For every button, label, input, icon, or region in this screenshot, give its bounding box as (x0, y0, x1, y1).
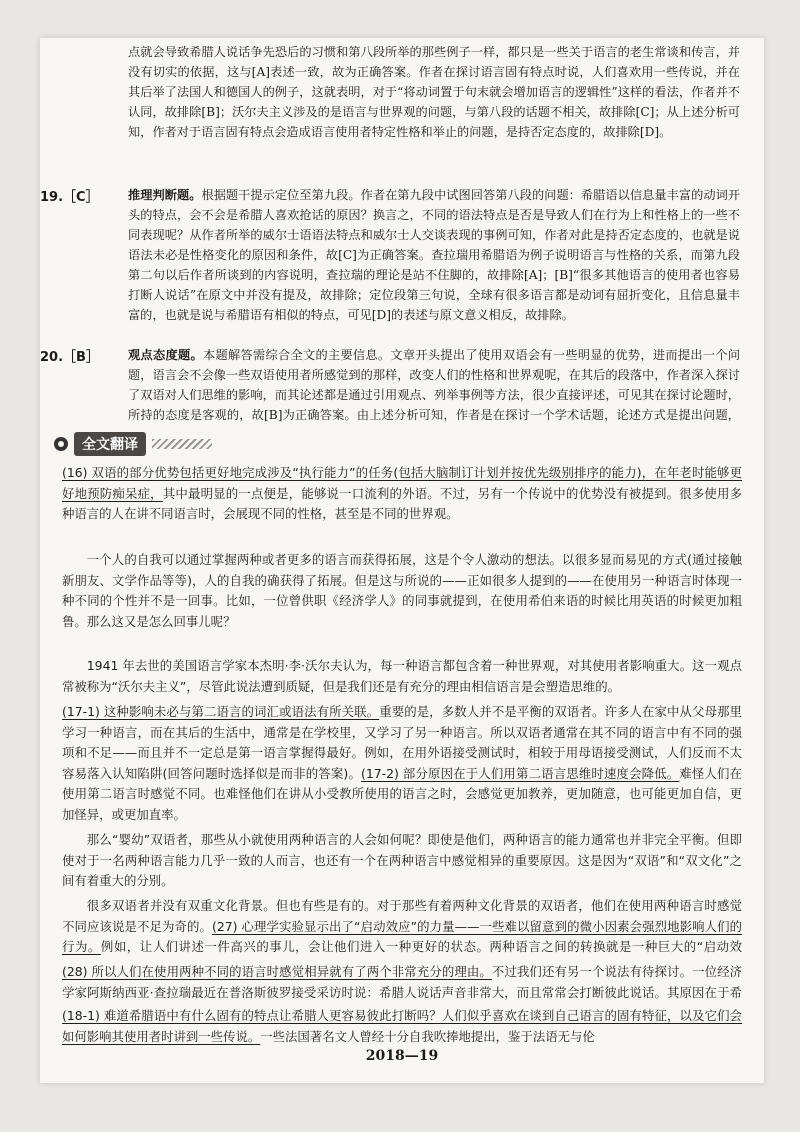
translation-paragraph-17 (62, 702, 742, 826)
page-number: 2018—19 (365, 1048, 439, 1064)
translation-paragraph-18 (62, 1006, 742, 1048)
question-19-type: 推理判断题。 (128, 188, 202, 202)
sentence-17-2: (17-2) 部分原因在于人们用第二语言思维时速度会降低。 (361, 765, 680, 781)
question-19-analysis (128, 185, 740, 347)
exam-answer-page (40, 38, 764, 1083)
paragraph-17-tail: 难怪人们在使用第二语言时感觉不同。也难怪他们在讲从小受教所使用的语言之时，会感觉更加教养，更加随意，也可能更加自信，更加怪异，或更加直率。 (62, 765, 742, 822)
translation-paragraph-28 (62, 962, 742, 1004)
paragraph-27-rest: 例如，让人们讲述一件高兴的事儿，会让他们进入一种更好的状态。两种语言之间的转换就是一种巨大的“启动效 (100, 939, 742, 954)
sentence-27: (27) 心理学实验显示出了“启动效应”的力量——一些难以留意到的微小因素会强烈地影响人们的行为。 (62, 918, 742, 954)
sentence-18-1: (18-1) 难道希腊语中有什么固有的特点让希腊人更容易彼此打断吗？人们似乎喜欢在谈到自己语言的固有特征，以及它们会如何影响其使用者时讲到一些传说。 (62, 1008, 742, 1044)
paragraph-16-rest: 其中最明显的一点便是，能够说一口流利的外语。不过，另有一个传说中的优势没有被提到。很多使用多种语言的人在讲不同语言时，会展现不同的性格，甚至是不同的世界观。 (62, 485, 742, 521)
question-19-answer: 19.［C］ (40, 190, 99, 205)
translation-paragraph-27 (62, 896, 742, 958)
sentence-16: (16) 双语的部分优势包括更好地完成涉及“执行能力”的任务(包括大脑制订计划并按优先级别排序的能力)，在年老时能够更好地预防痴呆症， (62, 465, 742, 501)
heading-decoration (152, 439, 212, 449)
question-20-analysis (128, 345, 740, 427)
question-20-type: 观点态度题。 (128, 348, 203, 362)
translation-paragraph-self: 一个人的自我可以通过掌握两种或者更多的语言而获得拓展，这是个令人激动的想法。以很多显而易见的方式(通过接触新朋友、文学作品等等)，人的自我的确获得了拓展。但是这与所说的——正如很多人提到的——在使用另一种语言时体现一种不同的个性并不是一回事。比如，一位曾供职《经济学人》的同事就提到，在使用希伯来语的时候比用英语的时候更加粗鲁。那么这又是怎么回事儿呢？ (62, 552, 742, 629)
sentence-28: (28) 所以人们在使用两种不同的语言时感觉相异就有了两个非常充分的理由。 (62, 964, 492, 979)
question-20-answer: 20.［B］ (40, 350, 99, 365)
translation-paragraph-whorf: 1941 年去世的美国语言学家本杰明·李·沃尔夫认为，每一种语言都包含着一种世界观，对其使用者影响重大。这一观点常被称为“沃尔夫主义”，尽管此说法遭到质疑，但是我们还是有充分的理由相信语言是会塑造思维的。 (62, 658, 742, 694)
heading-bullet-icon (54, 437, 68, 451)
translation-paragraph-16 (62, 463, 742, 545)
paragraph-17-text: 重要的是，多数人并不是平衡的双语者。许多人在家中从父母那里学习一种语言，而在其后的生活中，通常是在学校里，又学习了另一种语言。所以双语者通常在其不同的语言中有不同的强项和不足——而且并不一定总是第一语言掌握得最好。例如，在用外语接受测试时，相较于用母语接受测试，人们反而不太容易落入认知陷阱(回答问题时选择似是而非的答案)。 (62, 704, 742, 781)
question-19-text: 根据题干提示定位至第九段。作者在第九段中试图回答第八段的问题：希腊语以信息量丰富的动词开头的特点，会不会是希腊人喜欢抢话的原因？换言之，不同的语法特点是否是导致人们在行为上和性格上的一些不同表现呢？从作者所举的威尔士语语法特点和威尔士人交谈表现的事例可知，作者对此是持否定态度的，也就是说语法未必是性格变化的原因和条件，故[C]为正确答案。查拉瑞用希腊语为例子说明语言与性格的关系，而第九段第二句以后作者所谈到的内容说明，查拉瑞的理论是站不住脚的，故排除[A]；[B]“很多其他语言的使用者也容易打断人说话”在原文中并没有提及，故排除；定位段第三句说，全球有很多语言都是动词有屈折变化，且信息量丰富的，也就是说与希腊语有相似的特点，可见[D]的表述与原文意义相反，故排除。 (128, 188, 740, 322)
translation-paragraph-baby-bilinguals: 那么“婴幼”双语者，那些从小就使用两种语言的人会如何呢？即使是他们，两种语言的能力通常也并非完全平衡。但即使对于一名两种语言能力几乎一致的人而言，也还有一个在两种语言中感觉相异的重要原因。这是因为“双语”和“双文化”之间有着重大的分别。 (62, 832, 742, 888)
paragraph-culture: 很多双语者并没有双重文化背景。但也有些是有的。对于那些有着两种文化背景的双语者，他们在使用两种语言时感觉不同应该说是不足为奇的。 (62, 898, 742, 934)
paragraph-18-tail: 一些法国著名文人曾经十分自我吹捧地提出，鉴于法语无与伦 (260, 1028, 595, 1044)
translation-heading (54, 433, 212, 455)
sentence-17-1: (17-1) 这种影响未必与第二语言的词汇或语法有所关联。 (62, 704, 380, 719)
analysis-intro-paragraph: 点就会导致希腊人说话争先恐后的习惯和第八段所举的那些例子一样，都只是一些关于语言的老生常谈和传言，并没有切实的依据，这与[A]表述一致，故为正确答案。作者在探讨语言固有特点时说，人们喜欢用一些传说，并在其后举了法国人和德国人的例子，这就表明，对于“将动词置于句末就会增加语言的逻辑性”这样的看法，作者并不认同，故排除[B]；沃尔夫主义涉及的是语言与世界观的问题，与第八段的话题不相关，故排除[C]；从上述分析可知，作者对于语言固有特点会造成语言使用者特定性格和举止的问题，是持否定态度的，故排除[D]。 (128, 45, 740, 139)
translation-heading-title: 全文翻译 (74, 432, 146, 456)
paragraph-28-rest: 不过我们还有另一个说法有待探讨。一位经济学家阿斯纳西亚·查拉瑞最近在普洛斯彼罗接受采访时说：希腊人说话声音非常大，而且常常会打断彼此说话。其原因在于希 (62, 964, 742, 1000)
question-20-text: 本题解答需综合全文的主要信息。文章开头提出了使用双语会有一些明显的优势，进而提出一个问题，语言会不会像一些双语使用者所感觉到的那样，改变人们的性格和世界观呢，在其后的段落中，作者深入探讨了双语对人们思维的影响，而其论述都是通过引用观点、列举事例等方法，很少直接评述，可见其在探讨论题时，所持的态度是客观的，故[B]为正确答案。由上述分析可知，作者是在探讨一个学术话题，论述方式是提出问题， (128, 348, 740, 422)
